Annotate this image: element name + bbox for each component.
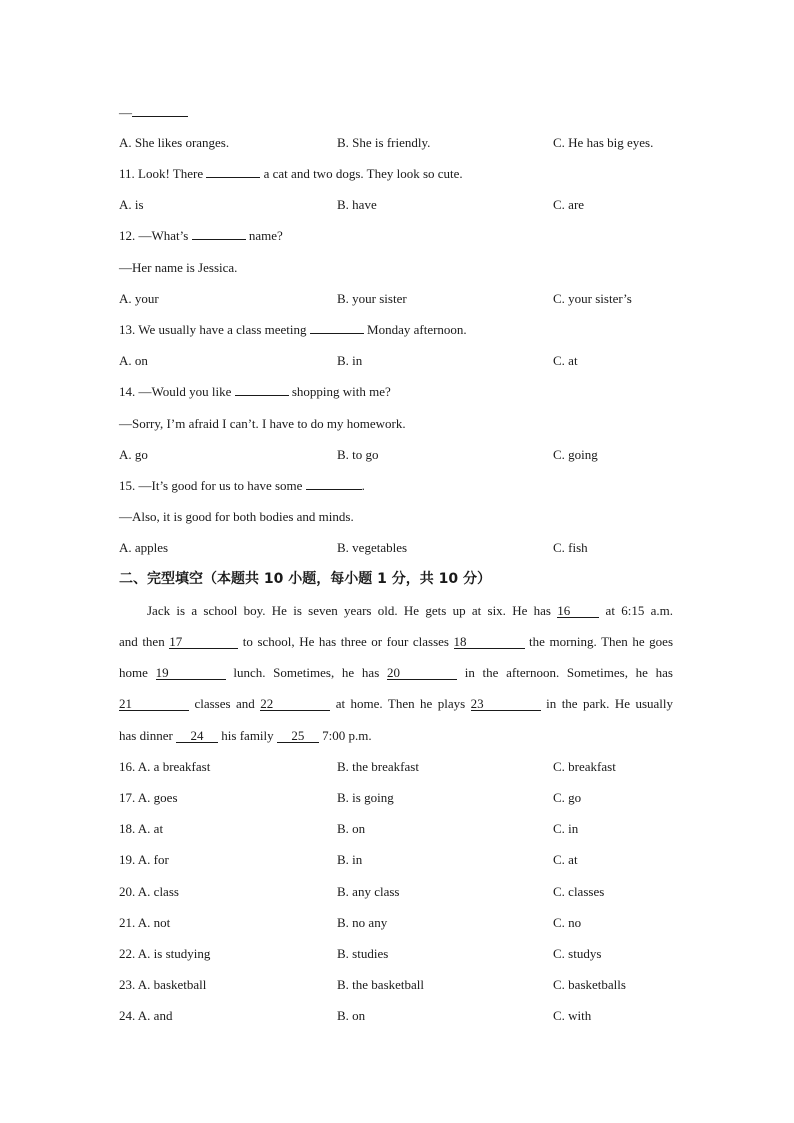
blank bbox=[206, 177, 260, 178]
passage-text: at 6:15 a.m. bbox=[599, 603, 673, 618]
option-10-a: A. She likes oranges. bbox=[119, 135, 230, 150]
reply-12: —Her name is Jessica. bbox=[119, 260, 238, 275]
passage-line-1 bbox=[147, 603, 673, 619]
blank-17: 17 bbox=[169, 635, 238, 649]
blank bbox=[192, 239, 246, 240]
option-12-c: C. your sister’s bbox=[553, 291, 632, 306]
option-13-b: B. in bbox=[337, 353, 363, 368]
question-15 bbox=[119, 478, 365, 494]
question-stem: 12. —What’s bbox=[119, 228, 192, 243]
passage-text: in the park. He usually bbox=[540, 696, 673, 711]
question-stem: 14. —Would you like bbox=[119, 384, 235, 399]
option-18-b: B. on bbox=[337, 821, 366, 836]
passage-line-4 bbox=[119, 696, 673, 712]
option-15-c: C. fish bbox=[553, 540, 588, 555]
option-16-c: C. breakfast bbox=[553, 759, 616, 774]
option-23-b: B. the basketball bbox=[337, 977, 425, 992]
option-22-c: C. studys bbox=[553, 946, 602, 961]
reply-14: —Sorry, I’m afraid I can’t. I have to do my homework. bbox=[119, 416, 406, 431]
option-16-a: 16. A. a breakfast bbox=[119, 759, 211, 774]
question-stem: . bbox=[361, 478, 365, 493]
option-20-b: B. any class bbox=[337, 884, 400, 899]
option-18-c: C. in bbox=[553, 821, 579, 836]
option-24-a: 24. A. and bbox=[119, 1008, 173, 1023]
option-24-b: B. on bbox=[337, 1008, 366, 1023]
option-21-b: B. no any bbox=[337, 915, 388, 930]
blank-19: 19 bbox=[156, 666, 226, 680]
blank-24: 24 bbox=[176, 729, 218, 743]
option-20-c: C. classes bbox=[553, 884, 605, 899]
option-15-a: A. apples bbox=[119, 540, 169, 555]
option-11-a: A. is bbox=[119, 197, 144, 212]
blank-23: 23 bbox=[471, 697, 541, 711]
passage-text: the morning. Then he goes bbox=[524, 634, 673, 649]
option-11-b: B. have bbox=[337, 197, 377, 212]
question-stem: name? bbox=[245, 228, 283, 243]
passage-text: home bbox=[119, 665, 156, 680]
option-12-a: A. your bbox=[119, 291, 159, 306]
option-21-a: 21. A. not bbox=[119, 915, 171, 930]
option-19-b: B. in bbox=[337, 852, 363, 867]
passage-text: lunch. Sometimes, he has bbox=[225, 665, 387, 680]
dash: — bbox=[119, 105, 132, 120]
option-22-a: 22. A. is studying bbox=[119, 946, 211, 961]
option-13-a: A. on bbox=[119, 353, 148, 368]
blank-20: 20 bbox=[387, 666, 457, 680]
question-12 bbox=[119, 228, 283, 244]
passage-line-5 bbox=[119, 728, 673, 744]
option-10-b: B. She is friendly. bbox=[337, 135, 431, 150]
question-stem: a cat and two dogs. They look so cute. bbox=[260, 166, 463, 181]
reply-15: —Also, it is good for both bodies and minds. bbox=[119, 509, 354, 524]
option-14-b: B. to go bbox=[337, 447, 379, 462]
option-13-c: C. at bbox=[553, 353, 578, 368]
blank-21: 21 bbox=[119, 697, 189, 711]
option-11-c: C. are bbox=[553, 197, 585, 212]
question-14 bbox=[119, 384, 391, 400]
option-18-a: 18. A. at bbox=[119, 821, 164, 836]
option-21-c: C. no bbox=[553, 915, 582, 930]
passage-text: and then bbox=[119, 634, 170, 649]
passage-text: in the afternoon. Sometimes, he has bbox=[456, 665, 673, 680]
option-16-b: B. the breakfast bbox=[337, 759, 419, 774]
option-15-b: B. vegetables bbox=[337, 540, 408, 555]
question-stem: 13. We usually have a class meeting bbox=[119, 322, 310, 337]
blank bbox=[306, 489, 362, 490]
blank-18: 18 bbox=[454, 635, 525, 649]
passage-text: classes and bbox=[189, 696, 261, 711]
blank bbox=[235, 395, 289, 396]
option-14-a: A. go bbox=[119, 447, 148, 462]
question-13 bbox=[119, 322, 467, 338]
blank-25: 25 bbox=[277, 729, 319, 743]
passage-text: Jack is a school boy. He is seven years old. He gets up at six. He has bbox=[147, 603, 558, 618]
passage-text: has dinner bbox=[119, 728, 177, 743]
question-stem: 11. Look! There bbox=[119, 166, 207, 181]
question-stem: Monday afternoon. bbox=[363, 322, 467, 337]
option-17-c: C. go bbox=[553, 790, 582, 805]
question-11 bbox=[119, 166, 463, 182]
passage-line-3 bbox=[119, 665, 673, 681]
blank-22: 22 bbox=[260, 697, 330, 711]
option-24-c: C. with bbox=[553, 1008, 592, 1023]
option-23-c: C. basketballs bbox=[553, 977, 626, 992]
option-20-a: 20. A. class bbox=[119, 884, 179, 899]
blank bbox=[132, 116, 188, 117]
passage-text: his family bbox=[218, 728, 277, 743]
option-19-a: 19. A. for bbox=[119, 852, 169, 867]
passage-text: 7:00 p.m. bbox=[318, 728, 372, 743]
option-14-c: C. going bbox=[553, 447, 598, 462]
option-10-c: C. He has big eyes. bbox=[553, 135, 654, 150]
option-12-b: B. your sister bbox=[337, 291, 407, 306]
option-19-c: C. at bbox=[553, 852, 578, 867]
question-stem: 15. —It’s good for us to have some bbox=[119, 478, 306, 493]
option-17-a: 17. A. goes bbox=[119, 790, 178, 805]
option-23-a: 23. A. basketball bbox=[119, 977, 207, 992]
blank bbox=[310, 333, 364, 334]
option-22-b: B. studies bbox=[337, 946, 389, 961]
passage-line-2 bbox=[119, 634, 673, 650]
option-17-b: B. is going bbox=[337, 790, 394, 805]
section-heading: 二、完型填空（本题共 10 小题，每小题 1 分，共 10 分） bbox=[119, 571, 491, 587]
passage-text: at home. Then he plays bbox=[330, 696, 471, 711]
passage-text: to school, He has three or four classes bbox=[238, 634, 454, 649]
question-stem: shopping with me? bbox=[288, 384, 391, 399]
blank-16: 16 bbox=[557, 604, 599, 618]
answer-line-10 bbox=[119, 105, 188, 121]
